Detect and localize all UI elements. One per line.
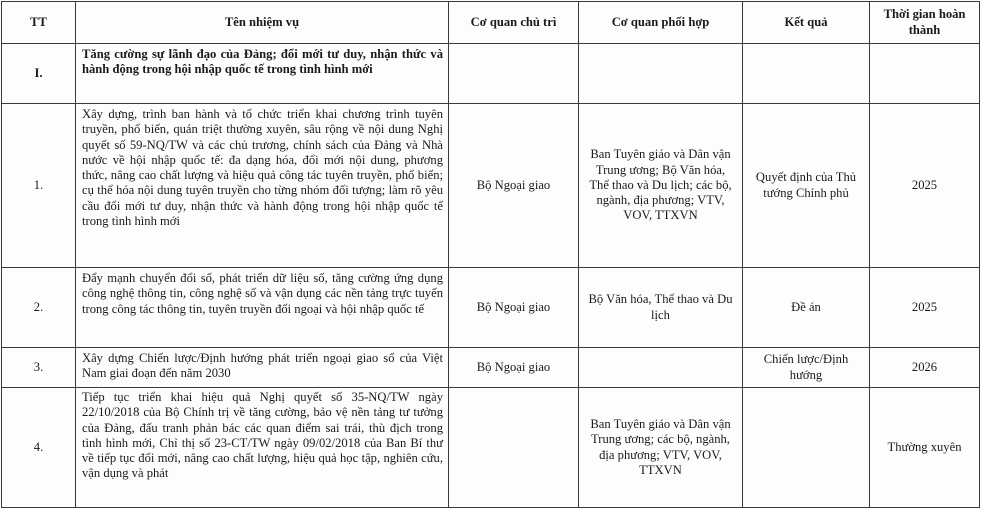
row-coordinating-agency: Ban Tuyên giáo và Dân vận Trung ương; các bộ, ngành, địa phương; VTV, VOV, TTXVN — [579, 388, 743, 508]
table-row — [2, 268, 980, 348]
row-coordinating-agency: Ban Tuyên giáo và Dân vận Trung ương; Bộ Văn hóa, Thể thao và Du lịch; các bộ, ngành, địa phương; VTV, VOV, TTXVN — [579, 104, 743, 268]
row-lead-agency: Bộ Ngoại giao — [449, 104, 579, 268]
row-completion-time: Thường xuyên — [870, 388, 980, 508]
row-result: Chiến lược/Định hướng — [743, 348, 870, 388]
row-coordinating-agency — [579, 348, 743, 388]
table-row — [2, 44, 980, 104]
row-lead-agency: Bộ Ngoại giao — [449, 348, 579, 388]
header-coordinating-agency: Cơ quan phối hợp — [579, 2, 743, 44]
row-tt: I. — [2, 44, 76, 104]
row-task: Đẩy mạnh chuyển đổi số, phát triển dữ liệu số, tăng cường ứng dụng công nghệ thông tin, công nghệ số và vận dụng các nền tảng trực tuyến trong công tác thông tin, tuyên truyền đối ngoại và hội nhập quốc tế — [76, 268, 449, 348]
row-lead-agency — [449, 388, 579, 508]
row-task: Xây dựng, trình ban hành và tổ chức triển khai chương trình tuyên truyền, phổ biến, quán triệt thường xuyên, sâu rộng về nội dung Nghị quyết số 59-NQ/TW và các chủ trương, chính sách của Đảng và Nhà nước về hội nhập quốc tế: đa dạng hóa, đổi mới nội dung, phương thức, nâng cao chất lượng và hiệu quả công tác tuyên truyền, phổ biến; cụ thể hóa nội dung tuyên truyền cho từng nhóm đối tượng; làm rõ yêu cầu đổi mới tư duy, nhận thức và hành động trong hội nhập quốc tế trong tình hình mới — [76, 104, 449, 268]
table-row — [2, 104, 980, 268]
row-completion-time — [870, 44, 980, 104]
header-completion-time: Thời gian hoàn thành — [870, 2, 980, 44]
header-result: Kết quả — [743, 2, 870, 44]
row-tt: 1. — [2, 104, 76, 268]
row-coordinating-agency — [579, 44, 743, 104]
header-tt: TT — [2, 2, 76, 44]
row-lead-agency — [449, 44, 579, 104]
row-completion-time: 2026 — [870, 348, 980, 388]
row-lead-agency: Bộ Ngoại giao — [449, 268, 579, 348]
table-header-row — [2, 2, 980, 44]
row-completion-time: 2025 — [870, 268, 980, 348]
header-lead-agency: Cơ quan chủ trì — [449, 2, 579, 44]
row-tt: 2. — [2, 268, 76, 348]
row-task: Tăng cường sự lãnh đạo của Đảng; đổi mới tư duy, nhận thức và hành động trong hội nhập quốc tế trong tình hình mới — [76, 44, 449, 104]
row-tt: 3. — [2, 348, 76, 388]
row-coordinating-agency: Bộ Văn hóa, Thể thao và Du lịch — [579, 268, 743, 348]
header-task: Tên nhiệm vụ — [76, 2, 449, 44]
row-result — [743, 388, 870, 508]
row-tt: 4. — [2, 388, 76, 508]
row-task: Xây dựng Chiến lược/Định hướng phát triển ngoại giao số của Việt Nam giai đoạn đến năm 2030 — [76, 348, 449, 388]
row-result: Quyết định của Thủ tướng Chính phủ — [743, 104, 870, 268]
table-row — [2, 348, 980, 388]
table-row — [2, 388, 980, 508]
row-completion-time: 2025 — [870, 104, 980, 268]
task-table — [1, 1, 980, 508]
row-result: Đề án — [743, 268, 870, 348]
row-result — [743, 44, 870, 104]
row-task: Tiếp tục triển khai hiệu quả Nghị quyết số 35-NQ/TW ngày 22/10/2018 của Bộ Chính trị về tăng cường, bảo vệ nền tảng tư tưởng của Đảng, đấu tranh phản bác các quan điểm sai trái, thù địch trong tình hình mới, Chỉ thị số 23-CT/TW ngày 09/02/2018 của Ban Bí thư về tiếp tục đổi mới, nâng cao chất lượng, hiệu quả học tập, nghiên cứu, vận dụng và phát — [76, 388, 449, 508]
